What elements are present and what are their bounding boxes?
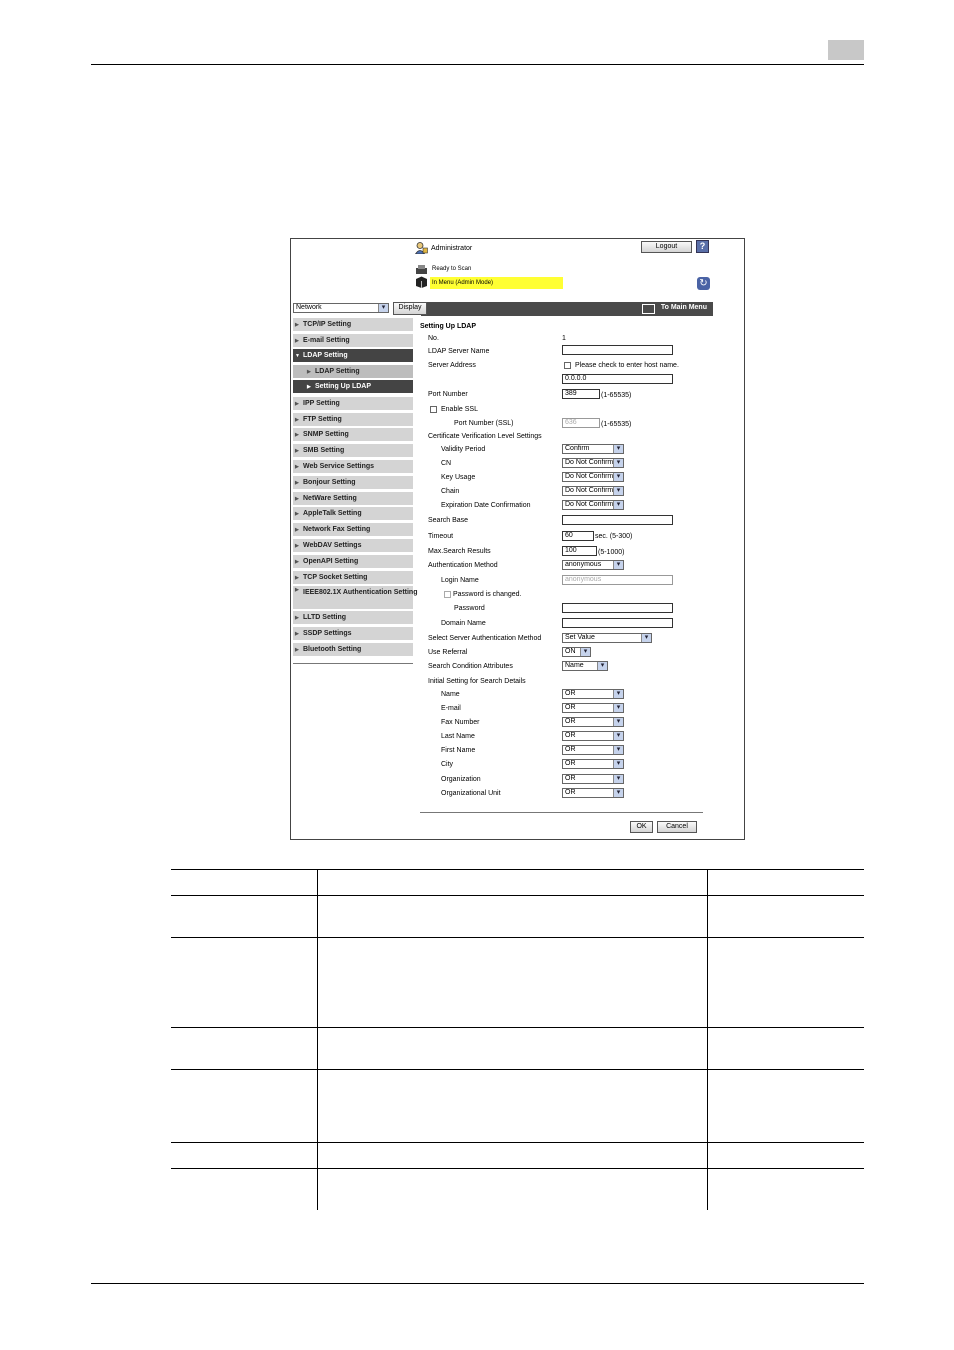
main-menu-bar <box>421 302 713 316</box>
footer-rule <box>91 1283 864 1284</box>
ssl-port-input[interactable]: 636 <box>562 418 600 428</box>
help-button[interactable]: ? <box>696 240 709 253</box>
ok-button[interactable]: OK <box>630 821 653 833</box>
timeout-input[interactable]: 60 <box>562 531 594 541</box>
referral-label: Use Referral <box>428 649 468 656</box>
admin-label: Administrator <box>431 245 473 252</box>
sidebar-subitem-ldap-setting[interactable]: ▶ LDAP Setting <box>293 365 413 379</box>
key-usage-label: Key Usage <box>441 474 476 481</box>
auth-method-select[interactable]: anonymous ▾ <box>562 560 624 570</box>
sidebar-item-webdav[interactable]: ▶ WebDAV Settings <box>293 539 413 553</box>
cn-select[interactable]: Do Not Confirm ▾ <box>562 458 624 468</box>
cert-settings-label: Certificate Verification Level Settings <box>428 433 542 440</box>
timeout-unit: sec. (5-300) <box>595 533 633 540</box>
detail-name-label: Name <box>441 691 460 698</box>
sidebar-subitem-setting-up-ldap[interactable]: ▶ Setting Up LDAP <box>293 380 413 394</box>
sidebar-item-smb[interactable]: ▶ SMB Setting <box>293 444 413 458</box>
server-auth-label: Select Server Authentication Method <box>428 635 542 642</box>
sidebar-item-appletalk[interactable]: ▶ AppleTalk Setting <box>293 507 413 521</box>
table-rule <box>171 1142 864 1143</box>
initial-settings-label: Initial Setting for Search Details <box>428 678 526 685</box>
max-results-input[interactable]: 100 <box>562 546 597 556</box>
port-number-input[interactable]: 389 <box>562 389 600 399</box>
status-ready-text: Ready to Scan <box>432 266 472 272</box>
cancel-button[interactable]: Cancel <box>657 821 697 833</box>
sidebar-item-ieee8021x[interactable]: ▶ IEEE802.1X Authentication Setting <box>293 586 413 610</box>
host-name-checkbox[interactable] <box>564 362 571 369</box>
sidebar-item-ssdp[interactable]: ▶ SSDP Settings <box>293 627 413 641</box>
detail-fax-label: Fax Number <box>441 719 480 726</box>
timeout-label: Timeout <box>428 533 454 540</box>
detail-city-select[interactable]: OR ▾ <box>562 759 624 769</box>
sidebar-item-bluetooth[interactable]: ▶ Bluetooth Setting <box>293 643 413 657</box>
table-rule <box>171 895 864 896</box>
detail-last-name-label: Last Name <box>441 733 475 740</box>
max-results-range: (5-1000) <box>598 549 625 556</box>
table-rule <box>171 1027 864 1028</box>
enable-ssl-checkbox[interactable] <box>430 406 437 413</box>
no-label: No. <box>428 335 439 342</box>
ssl-port-label: Port Number (SSL) <box>454 420 514 427</box>
table-rule <box>171 869 864 870</box>
refresh-icon[interactable]: ↻ <box>697 277 710 290</box>
chain-label: Chain <box>441 488 460 495</box>
detail-organization-select[interactable]: OR ▾ <box>562 774 624 784</box>
expiration-select[interactable]: Do Not Confirm ▾ <box>562 500 624 510</box>
printer-icon <box>415 264 428 276</box>
detail-email-select[interactable]: OR ▾ <box>562 703 624 713</box>
expiration-label: Expiration Date Confirmation <box>441 502 531 509</box>
port-number-label: Port Number <box>428 391 468 398</box>
auth-method-label: Authentication Method <box>428 562 498 569</box>
ssl-port-range: (1-65535) <box>601 421 632 428</box>
detail-email-label: E-mail <box>441 705 461 712</box>
login-name-input[interactable]: anonymous <box>562 575 673 585</box>
table-rule <box>171 1069 864 1070</box>
search-base-label: Search Base <box>428 517 469 524</box>
login-name-label: Login Name <box>441 577 479 584</box>
sidebar-item-bonjour[interactable]: ▶ Bonjour Setting <box>293 476 413 490</box>
sidebar-item-netware[interactable]: ▶ NetWare Setting <box>293 492 413 506</box>
detail-last-name-select[interactable]: OR ▾ <box>562 731 624 741</box>
password-input[interactable] <box>562 603 673 613</box>
search-base-input[interactable] <box>562 515 673 525</box>
box-icon <box>415 276 428 288</box>
no-value: 1 <box>562 335 566 342</box>
detail-organization-label: Organization <box>441 776 481 783</box>
administrator-icon <box>415 242 428 254</box>
sidebar-item-web-service[interactable]: ▶ Web Service Settings <box>293 460 413 474</box>
table-rule <box>171 937 864 938</box>
sidebar-item-email[interactable]: ▶ E-mail Setting <box>293 334 413 348</box>
password-changed-label: Password is changed. <box>453 591 522 598</box>
server-name-label: LDAP Server Name <box>428 348 490 355</box>
sidebar-item-ipp[interactable]: ▶ IPP Setting <box>293 397 413 411</box>
display-button[interactable]: Display <box>393 302 427 315</box>
detail-name-select[interactable]: OR ▾ <box>562 689 624 699</box>
table-column-rule <box>317 869 318 1210</box>
sidebar-item-tcp-socket[interactable]: ▶ TCP Socket Setting <box>293 571 413 585</box>
sidebar-item-network-fax[interactable]: ▶ Network Fax Setting <box>293 523 413 537</box>
detail-first-name-select[interactable]: OR ▾ <box>562 745 624 755</box>
sidebar-item-lltd[interactable]: ▶ LLTD Setting <box>293 611 413 625</box>
page-title: Setting Up LDAP <box>420 323 476 330</box>
cn-label: CN <box>441 460 452 467</box>
sidebar-item-ftp[interactable]: ▶ FTP Setting <box>293 413 413 427</box>
logout-button[interactable]: Logout <box>641 241 692 253</box>
password-label: Password <box>454 605 485 612</box>
max-results-label: Max.Search Results <box>428 548 491 555</box>
detail-city-label: City <box>441 761 454 768</box>
to-main-menu-link[interactable]: To Main Menu <box>660 304 707 311</box>
category-select[interactable]: Network ▾ <box>293 303 389 313</box>
host-name-check-label: Please check to enter host name. <box>575 362 679 369</box>
key-usage-select[interactable]: Do Not Confirm ▾ <box>562 472 624 482</box>
main-menu-icon <box>642 304 655 314</box>
domain-name-label: Domain Name <box>441 620 486 627</box>
detail-org-unit-label: Organizational Unit <box>441 790 501 797</box>
page-number-box <box>828 40 864 60</box>
validity-select[interactable]: Confirm ▾ <box>562 444 624 454</box>
table-rule <box>171 1168 864 1169</box>
server-name-input[interactable] <box>562 345 673 355</box>
sidebar-item-ldap[interactable]: ▼ LDAP Setting <box>293 349 413 363</box>
header-rule <box>91 64 864 65</box>
server-address-label: Server Address <box>428 362 476 369</box>
enable-ssl-label: Enable SSL <box>441 406 478 413</box>
chain-select[interactable]: Do Not Confirm ▾ <box>562 486 624 496</box>
search-attr-select[interactable]: Name ▾ <box>562 661 608 671</box>
screenshot-frame <box>290 238 745 840</box>
server-auth-select[interactable]: Set Value ▾ <box>562 633 652 643</box>
table-column-rule <box>707 869 708 1210</box>
validity-label: Validity Period <box>441 446 486 453</box>
form-divider <box>420 812 703 813</box>
referral-select[interactable]: ON ▾ <box>562 647 591 657</box>
search-attr-label: Search Condition Attributes <box>428 663 513 670</box>
detail-org-unit-select[interactable]: OR ▾ <box>562 788 624 798</box>
sidebar-divider <box>293 663 413 664</box>
sidebar-item-openapi[interactable]: ▶ OpenAPI Setting <box>293 555 413 569</box>
domain-name-input[interactable] <box>562 618 673 628</box>
server-address-input[interactable]: 0.0.0.0 <box>562 374 673 384</box>
sidebar-item-tcpip[interactable]: ▶ TCP/IP Setting <box>293 318 413 332</box>
password-changed-checkbox[interactable] <box>444 591 451 598</box>
port-number-range: (1-65535) <box>601 392 632 399</box>
status-mode-text: In Menu (Admin Mode) <box>430 277 563 289</box>
detail-fax-select[interactable]: OR ▾ <box>562 717 624 727</box>
detail-first-name-label: First Name <box>441 747 476 754</box>
sidebar-item-snmp[interactable]: ▶ SNMP Setting <box>293 428 413 442</box>
